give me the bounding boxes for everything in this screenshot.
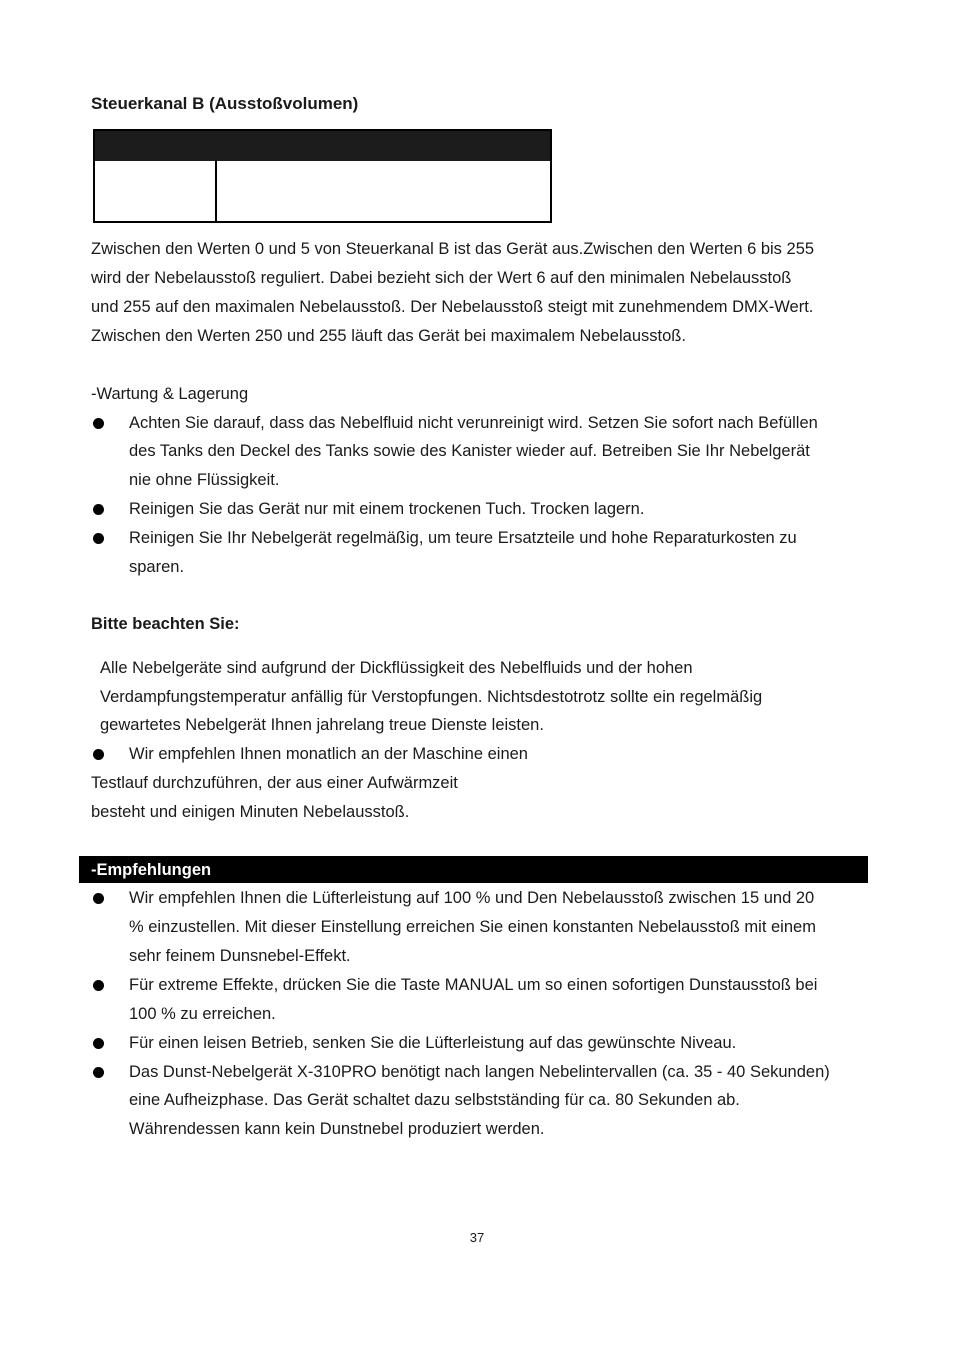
bullet-icon (93, 504, 104, 515)
table-header-row (95, 131, 550, 161)
table-column-divider (215, 161, 217, 221)
section-heading: Steuerkanal B (Ausstoßvolumen) (91, 94, 359, 113)
bullet-text: Wir empfehlen Ihnen die Lüfterleistung auf 100 % und Den Nebelausstoß zwischen 15 und 20 (129, 889, 815, 907)
bullet-text: Reinigen Sie das Gerät nur mit einem trockenen Tuch. Trocken lagern. (129, 500, 645, 518)
bullet-text: Währendessen kann kein Dunstnebel produziert werden. (129, 1120, 545, 1138)
bullet-text: des Tanks den Deckel des Tanks sowie des Kanister wieder auf. Betreiben Sie Ihr Nebelgerät (129, 442, 810, 460)
note-cont-line: besteht und einigen Minuten Nebelausstoß. (91, 803, 410, 821)
note-line: Verdampfungstemperatur anfällig für Verstopfungen. Nichtsdestotrotz sollte ein regelmäßig (100, 688, 763, 706)
intro-line: wird der Nebelausstoß reguliert. Dabei bezieht sich der Wert 6 auf den minimalen Nebelausstoß (91, 269, 792, 287)
note-title: Bitte beachten Sie: (91, 615, 240, 633)
dmx-table (93, 129, 552, 223)
intro-line: und 255 auf den maximalen Nebelausstoß. Der Nebelausstoß steigt mit zunehmendem DMX-Wert. (91, 298, 814, 316)
intro-line: Zwischen den Werten 250 und 255 läuft das Gerät bei maximalem Nebelausstoß. (91, 327, 686, 345)
bullet-text: 100 % zu erreichen. (129, 1005, 276, 1023)
bullet-text: Wir empfehlen Ihnen monatlich an der Maschine einen (129, 745, 528, 763)
note-line: Alle Nebelgeräte sind aufgrund der Dickflüssigkeit des Nebelfluids und der hohen (100, 659, 693, 677)
note-cont-line: Testlauf durchzuführen, der aus einer Aufwärmzeit (91, 774, 458, 792)
recommendations-title: -Empfehlungen (91, 861, 212, 879)
bullet-icon (93, 1038, 104, 1049)
bullet-text: Achten Sie darauf, dass das Nebelfluid nicht verunreinigt wird. Setzen Sie sofort nach Befüllen (129, 414, 818, 432)
bullet-icon (93, 533, 104, 544)
bullet-icon (93, 893, 104, 904)
bullet-text: sparen. (129, 558, 185, 576)
intro-line: Zwischen den Werten 0 und 5 von Steuerkanal B ist das Gerät aus.Zwischen den Werten 6 bis 255 (91, 240, 815, 258)
bullet-text: Das Dunst-Nebelgerät X-310PRO benötigt nach langen Nebelintervallen (ca. 35 - 40 Sekunden) (129, 1063, 830, 1081)
bullet-text: nie ohne Flüssigkeit. (129, 471, 280, 489)
bullet-icon (93, 418, 104, 429)
bullet-text: eine Aufheizphase. Das Gerät schaltet dazu selbstständing für ca. 80 Sekunden ab. (129, 1091, 740, 1109)
maintenance-title: -Wartung & Lagerung (91, 385, 249, 403)
bullet-icon (93, 1067, 104, 1078)
note-line: gewartetes Nebelgerät Ihnen jahrelang treue Dienste leisten. (100, 716, 544, 734)
bullet-text: Für einen leisen Betrieb, senken Sie die Lüfterleistung auf das gewünschte Niveau. (129, 1034, 737, 1052)
bullet-text: sehr feinem Dunsnebel-Effekt. (129, 947, 351, 965)
bullet-icon (93, 749, 104, 760)
bullet-text: % einzustellen. Mit dieser Einstellung erreichen Sie einen konstanten Nebelausstoß mit einem (129, 918, 816, 936)
bullet-text: Reinigen Sie Ihr Nebelgerät regelmäßig, um teure Ersatzteile und hohe Reparaturkosten zu (129, 529, 797, 547)
bullet-icon (93, 980, 104, 991)
recommendations-header-bar (79, 856, 868, 883)
bullet-text: Für extreme Effekte, drücken Sie die Taste MANUAL um so einen sofortigen Dunstausstoß bei (129, 976, 818, 994)
page-number: 37 (469, 1230, 485, 1245)
